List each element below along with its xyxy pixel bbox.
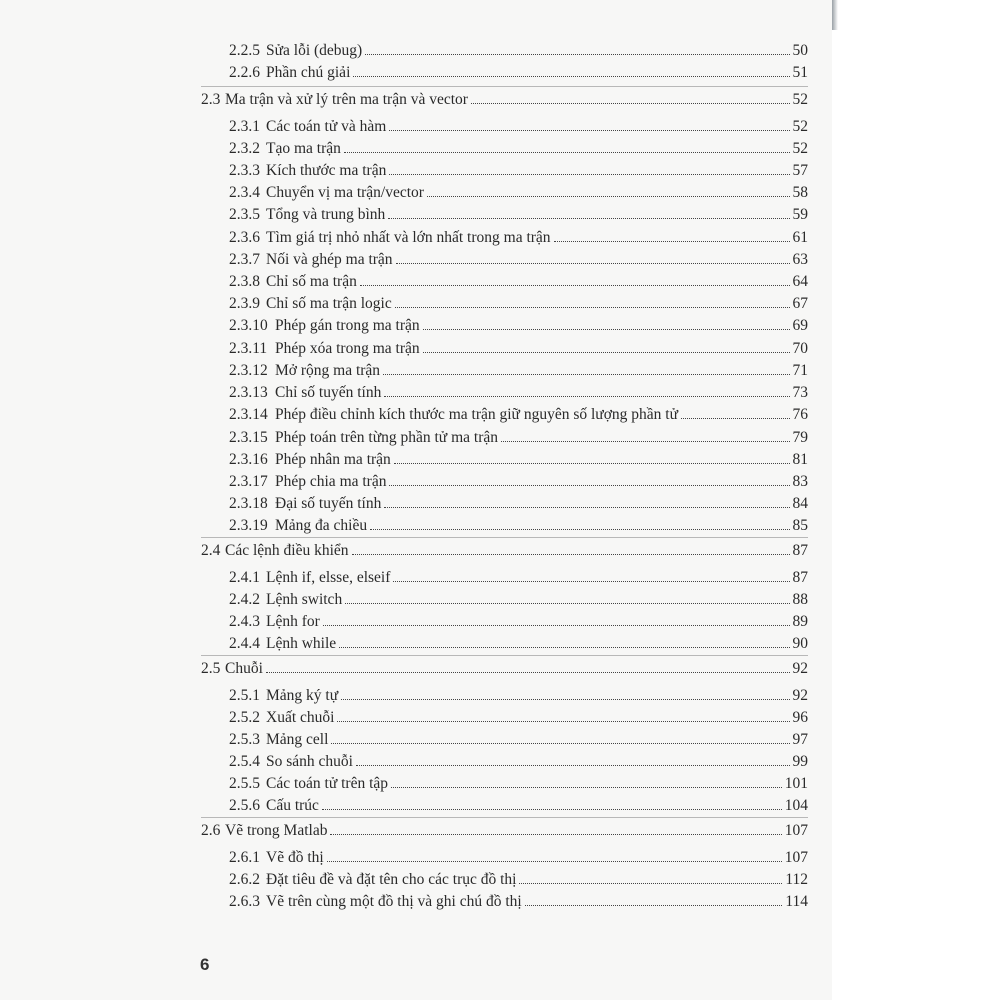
toc-entry-number: 2.5.4 [229,753,260,770]
toc-entry-title: Vẽ đồ thị [266,849,324,866]
toc-entry-page: 52 [792,91,808,108]
dot-leader [423,352,790,353]
toc-entry-title: Lệnh while [266,635,337,652]
toc-entry-page: 114 [785,893,808,910]
toc-entry-page: 64 [792,273,808,290]
toc-subsection-entry[interactable] [229,406,808,424]
toc-entry-number: 2.4.4 [229,635,260,652]
toc-entry-page: 71 [792,362,808,379]
toc-entry-page: 107 [784,822,808,839]
dot-leader [393,581,789,582]
dot-leader [341,699,789,700]
toc-entry-page: 101 [784,775,808,792]
toc-subsection-entry[interactable] [229,229,808,247]
toc-subsection-entry[interactable] [229,635,808,653]
toc-entry-number: 2.3.10 [229,317,268,334]
toc-entry-title: Chuỗi [225,660,263,677]
toc-entry-page: 79 [792,429,808,446]
toc-subsection-entry[interactable] [229,451,808,469]
dot-leader [389,174,789,175]
toc-entry-title: Các toán tử và hàm [266,118,387,135]
toc-subsection-entry[interactable] [229,340,808,358]
dot-leader [365,54,789,55]
toc-entry-title: Phép điều chỉnh kích thước ma trận giữ nguyên số lượng phần tử [275,406,678,423]
toc-entry-title: Phép xóa trong ma trận [275,340,420,357]
dot-leader [525,905,783,906]
toc-subsection-entry[interactable] [229,118,808,136]
toc-entry-page: 96 [792,709,808,726]
toc-entry-number: 2.3.16 [229,451,268,468]
dot-leader [396,263,790,264]
dot-leader [681,418,790,419]
toc-entry-title: Chỉ số tuyến tính [275,384,382,401]
dot-leader [427,196,790,197]
toc-entry-title: Vẽ trên cùng một đồ thị và ghi chú đồ thị [266,893,522,910]
dot-leader [394,463,790,464]
toc-entry-number: 2.3.11 [229,340,268,357]
toc-entry-title: Kích thước ma trận [266,162,387,179]
dot-leader [356,765,790,766]
toc-entry-number: 2.3.17 [229,473,268,490]
toc-entry-number: 2.5 [201,660,221,677]
toc-entry-number: 2.3.14 [229,406,268,423]
toc-subsection-entry[interactable] [229,64,808,82]
dot-leader [389,130,789,131]
toc-subsection-entry[interactable] [229,591,808,609]
dot-leader [384,507,789,508]
toc-entry-number: 2.6 [201,822,221,839]
toc-subsection-entry[interactable] [229,295,808,313]
toc-subsection-entry[interactable] [229,849,808,867]
toc-entry-title: Lệnh switch [266,591,343,608]
toc-entry-title: Tổng và trung bình [266,206,386,223]
toc-entry-number: 2.3.6 [229,229,260,246]
dot-leader [471,103,790,104]
toc-entry-page: 61 [792,229,808,246]
toc-entry-title: Chỉ số ma trận [266,273,357,290]
toc-entry-title: Sửa lỗi (debug) [266,42,363,59]
toc-section-entry[interactable] [201,542,808,560]
toc-subsection-entry[interactable] [229,709,808,727]
section-divider [201,817,808,818]
toc-entry-page: 89 [792,613,808,630]
toc-entry-page: 85 [792,517,808,534]
page-shadow [832,0,838,30]
toc-subsection-entry[interactable] [229,613,808,631]
toc-entry-page: 107 [784,849,808,866]
toc-entry-title: Phép gán trong ma trận [275,317,420,334]
dot-leader [344,152,790,153]
toc-entry-title: Phép nhân ma trận [275,451,391,468]
toc-entry-number: 2.6.1 [229,849,260,866]
toc-entry-page: 73 [792,384,808,401]
toc-entry-number: 2.5.1 [229,687,260,704]
toc-entry-number: 2.2.5 [229,42,260,59]
dot-leader [389,485,789,486]
toc-subsection-entry[interactable] [229,317,808,335]
toc-entry-title: Mảng đa chiều [275,517,368,534]
toc-subsection-entry[interactable] [229,687,808,705]
toc-entry-number: 2.5.6 [229,797,260,814]
toc-entry-number: 2.5.2 [229,709,260,726]
toc-subsection-entry[interactable] [229,797,808,815]
toc-entry-title: Đại số tuyến tính [275,495,382,512]
toc-entry-page: 76 [792,406,808,423]
dot-leader [330,834,781,835]
dot-leader [323,625,790,626]
toc-subsection-entry[interactable] [229,251,808,269]
toc-entry-number: 2.6.3 [229,893,260,910]
toc-entry-title: Phép chia ma trận [275,473,387,490]
toc-entry-page: 57 [792,162,808,179]
toc-entry-page: 112 [785,871,808,888]
toc-entry-number: 2.3.13 [229,384,268,401]
toc-subsection-entry[interactable] [229,429,808,447]
toc-section-entry[interactable] [201,91,808,109]
dot-leader [370,529,789,530]
toc-subsection-entry[interactable] [229,42,808,60]
toc-entry-page: 87 [792,569,808,586]
toc-entry-page: 52 [792,140,808,157]
toc-entry-number: 2.3.18 [229,495,268,512]
toc-entry-page: 88 [792,591,808,608]
toc-entry-number: 2.5.5 [229,775,260,792]
toc-entry-title: Đặt tiêu đề và đặt tên cho các trục đồ thị [266,871,517,888]
toc-entry-number: 2.3.1 [229,118,260,135]
dot-leader [383,374,789,375]
dot-leader [395,307,790,308]
toc-entry-page: 70 [792,340,808,357]
toc-entry-title: Lệnh if, elsse, elseif [266,569,391,586]
toc-entry-page: 81 [792,451,808,468]
toc-subsection-entry[interactable] [229,871,808,889]
toc-entry-number: 2.4.2 [229,591,260,608]
toc-subsection-entry[interactable] [229,362,808,380]
toc-entry-number: 2.4.1 [229,569,260,586]
toc-entry-title: Phép toán trên từng phần tử ma trận [275,429,498,446]
toc-entry-title: Mảng cell [266,731,329,748]
toc-entry-number: 2.3.4 [229,184,260,201]
dot-leader [388,218,789,219]
toc-entry-number: 2.3.7 [229,251,260,268]
toc-entry-title: Vẽ trong Matlab [225,822,328,839]
dot-leader [391,787,782,788]
toc-subsection-entry[interactable] [229,495,808,513]
toc-subsection-entry[interactable] [229,893,808,911]
toc-section-entry[interactable] [201,822,808,840]
toc-entry-number: 2.3 [201,91,221,108]
toc-entry-title: Cấu trúc [266,797,319,814]
toc-entry-title: Mảng ký tự [266,687,339,704]
toc-subsection-entry[interactable] [229,731,808,749]
toc-subsection-entry[interactable] [229,273,808,291]
toc-entry-title: Các lệnh điều khiển [225,542,349,559]
toc-entry-number: 2.3.5 [229,206,260,223]
toc-entry-page: 99 [792,753,808,770]
toc-entry-page: 69 [792,317,808,334]
toc-entry-page: 51 [792,64,808,81]
dot-leader [352,554,790,555]
toc-entry-title: Tìm giá trị nhỏ nhất và lớn nhất trong ma trận [266,229,551,246]
toc-entry-page: 97 [792,731,808,748]
toc-entry-page: 67 [792,295,808,312]
toc-entry-number: 2.3.3 [229,162,260,179]
toc-entry-page: 84 [792,495,808,512]
dot-leader [327,861,782,862]
toc-entry-page: 83 [792,473,808,490]
toc-subsection-entry[interactable] [229,753,808,771]
toc-entry-number: 2.2.6 [229,64,260,81]
toc-entry-title: Chuyển vị ma trận/vector [266,184,424,201]
dot-leader [339,647,789,648]
dot-leader [266,672,790,673]
toc-entry-number: 2.4.3 [229,613,260,630]
toc-subsection-entry[interactable] [229,517,808,535]
toc-subsection-entry[interactable] [229,473,808,491]
toc-entry-page: 58 [792,184,808,201]
toc-entry-page: 104 [784,797,808,814]
section-divider [201,537,808,538]
toc-entry-page: 63 [792,251,808,268]
toc-entry-number: 2.6.2 [229,871,260,888]
dot-leader [384,396,789,397]
dot-leader [554,241,790,242]
toc-entry-page: 90 [792,635,808,652]
toc-entry-title: Nối và ghép ma trận [266,251,393,268]
toc-entry-number: 2.3.15 [229,429,268,446]
page-margin-background [832,0,1000,1000]
toc-entry-number: 2.3.9 [229,295,260,312]
section-divider [201,86,808,87]
toc-entry-title: Xuất chuỗi [266,709,335,726]
toc-entry-title: Phần chú giải [266,64,351,81]
toc-entry-page: 92 [792,660,808,677]
toc-entry-number: 2.4 [201,542,221,559]
toc-entry-number: 2.5.3 [229,731,260,748]
toc-entry-title: Chỉ số ma trận logic [266,295,392,312]
toc-entry-number: 2.3.12 [229,362,268,379]
dot-leader [501,441,790,442]
dot-leader [423,329,790,330]
toc-entry-title: Ma trận và xử lý trên ma trận và vector [225,91,468,108]
toc-entry-page: 59 [792,206,808,223]
toc-entry-page: 92 [792,687,808,704]
toc-entry-title: Lệnh for [266,613,320,630]
dot-leader [519,883,782,884]
page-number: 6 [200,955,210,974]
toc-subsection-entry[interactable] [229,162,808,180]
toc-entry-title: Tạo ma trận [266,140,341,157]
dot-leader [331,743,789,744]
toc-entry-number: 2.3.19 [229,517,268,534]
toc-subsection-entry[interactable] [229,775,808,793]
dot-leader [360,285,790,286]
toc-subsection-entry[interactable] [229,184,808,202]
dot-leader [337,721,789,722]
toc-entry-page: 87 [792,542,808,559]
toc-entry-page: 52 [792,118,808,135]
toc-entry-title: Mở rộng ma trận [275,362,381,379]
dot-leader [353,76,789,77]
toc-entry-page: 50 [792,42,808,59]
toc-section-entry[interactable] [201,660,808,678]
toc-subsection-entry[interactable] [229,140,808,158]
dot-leader [345,603,789,604]
toc-subsection-entry[interactable] [229,206,808,224]
toc-entry-title: Các toán tử trên tập [266,775,389,792]
section-divider [201,655,808,656]
toc-subsection-entry[interactable] [229,384,808,402]
toc-entry-title: So sánh chuỗi [266,753,353,770]
toc-subsection-entry[interactable] [229,569,808,587]
toc-entry-number: 2.3.2 [229,140,260,157]
toc-entry-number: 2.3.8 [229,273,260,290]
dot-leader [322,809,782,810]
